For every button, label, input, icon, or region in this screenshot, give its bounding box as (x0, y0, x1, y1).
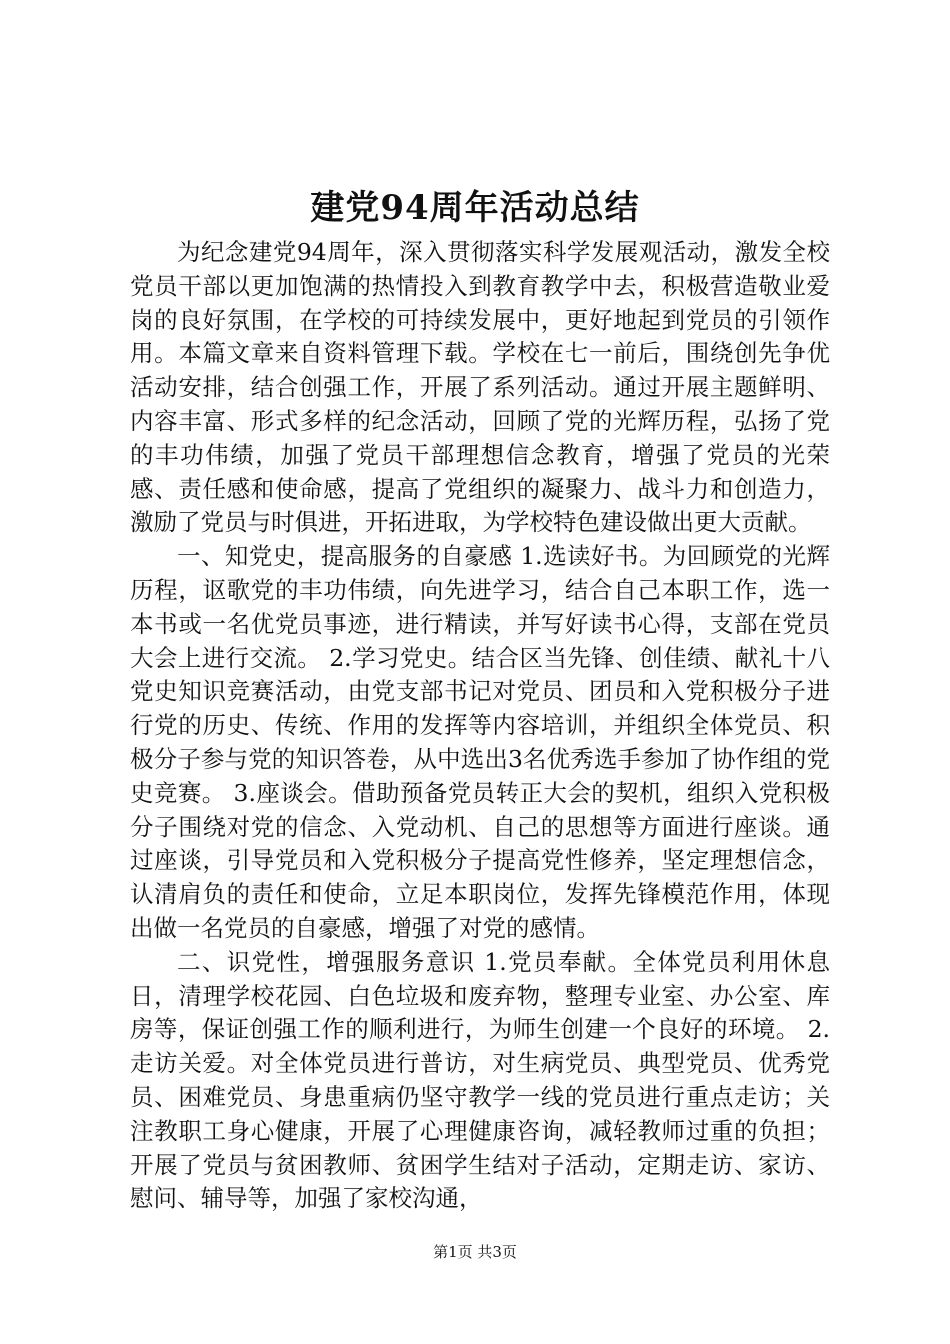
document-body (130, 236, 830, 1216)
page-number-footer: 第1页 共3页 (433, 1243, 517, 1261)
document-title: 建党94周年活动总结 (310, 188, 640, 228)
paragraph-section-1: 一、知党史，提高服务的自豪感 1.选读好书。为回顾党的光辉历程，讴歌党的丰功伟绩，向先进学习，结合自己本职工作，选一本书或一名优党员事迹，进行精读，并写好读书心得，支部在党员大会上进行交流。 2.学习党史。结合区当先锋、创佳绩、献礼十八党史知识竞赛活动，由党支部书记对党员、团员和入党积极分子进行党的历史、传统、作用的发挥等内容培训，并组织全体党员、积极分子参与党的知识答卷，从中选出3名优秀选手参加了协作组的党史竞赛。 3.座谈会。借助预备党员转正大会的契机，组织入党积极分子围绕对党的信念、入党动机、自己的思想等方面进行座谈。通过座谈，引导党员和入党积极分子提高党性修养，坚定理想信念，认清肩负的责任和使命，立足本职岗位，发挥先锋模范作用，体现出做一名党员的自豪感，增强了对党的感情。 (130, 542, 830, 942)
paragraph-intro: 为纪念建党94周年，深入贯彻落实科学发展观活动，激发全校党员干部以更加饱满的热情投入到教育教学中去，积极营造敬业爱岗的良好氛围，在学校的可持续发展中，更好地起到党员的引领作用。本篇文章来自资料管理下载。学校在七一前后，围绕创先争优活动安排，结合创强工作，开展了系列活动。通过开展主题鲜明、内容丰富、形式多样的纪念活动，回顾了党的光辉历程，弘扬了党的丰功伟绩，加强了党员干部理想信念教育，增强了党员的光荣感、责任感和使命感，提高了党组织的凝聚力、战斗力和创造力，激励了党员与时俱进，开拓进取，为学校特色建设做出更大贡献。 (130, 238, 830, 537)
paragraph-section-2: 二、识党性，增强服务意识 1.党员奉献。全体党员利用休息日，清理学校花园、白色垃圾和废弃物，整理专业室、办公室、库房等，保证创强工作的顺利进行，为师生创建一个良好的环境。 2.走访关爱。对全体党员进行普访，对生病党员、典型党员、优秀党员、困难党员、身患重病仍坚守教学一线的党员进行重点走访；关注教职工身心健康，开展了心理健康咨询，减轻教师过重的负担；开展了党员与贫困教师、贫困学生结对子活动，定期走访、家访、慰问、辅导等，加强了家校沟通， (130, 947, 830, 1213)
